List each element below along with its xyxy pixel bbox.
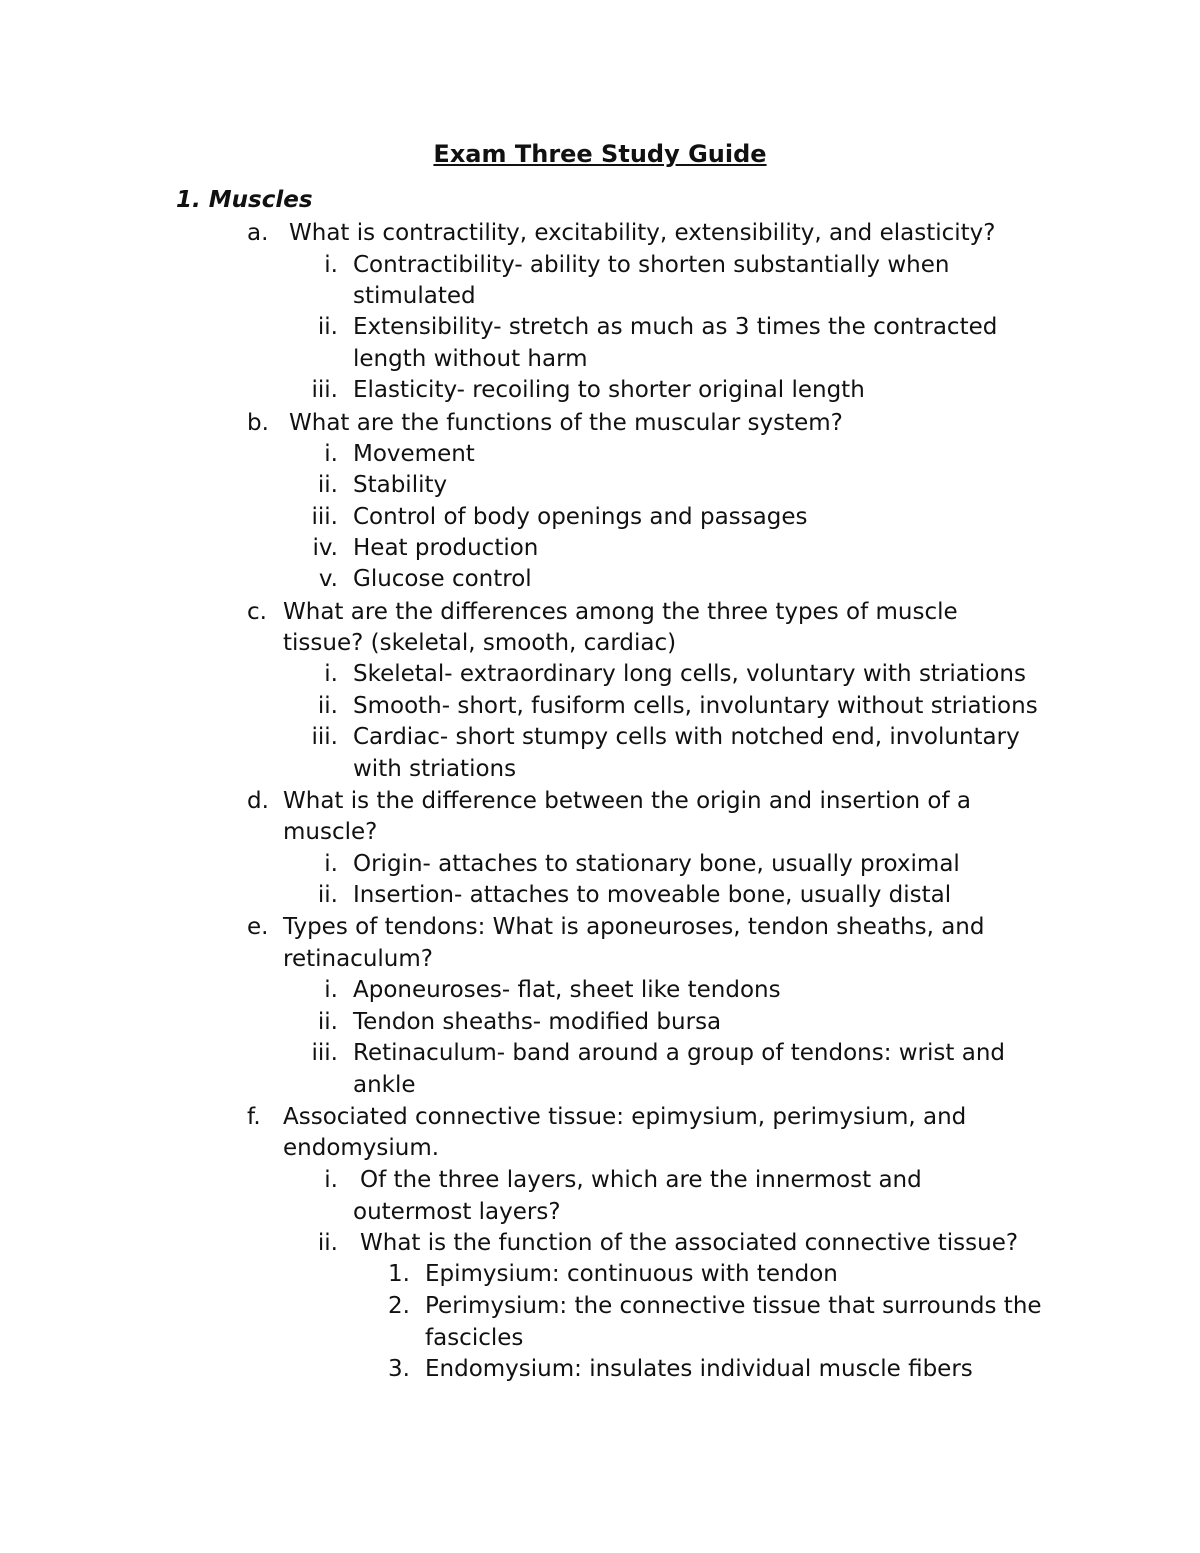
answer-text: length without harm [353,346,588,372]
question-text: What is contractility, excitability, extensibility, and elasticity? [289,220,996,246]
question-text: tissue? (skeletal, smooth, cardiac) [283,630,677,656]
question-text: What is the difference between the origin and insertion of a [283,788,971,814]
list-marker: ii. [317,314,338,340]
list-marker: i. [324,252,338,278]
answer-text: with striations [353,756,517,782]
list-marker: e. [247,914,269,940]
list-marker: i. [324,851,338,877]
answer-text: Cardiac- short stumpy cells with notched end, involuntary [353,724,1020,750]
answer-text: Glucose control [353,566,532,592]
list-marker: i. [324,661,338,687]
question-text: What are the differences among the three types of muscle [283,599,958,625]
list-marker: i. [324,441,338,467]
answer-text: Endomysium: insulates individual muscle fibers [425,1356,973,1382]
list-marker: ii. [317,472,338,498]
answer-text: Tendon sheaths- modified bursa [353,1009,722,1035]
answer-text: Perimysium: the connective tissue that surrounds the [425,1293,1042,1319]
answer-text: Heat production [353,535,539,561]
list-marker: ii. [317,1230,338,1256]
question-text: What are the functions of the muscular system? [289,410,843,436]
answer-text: Of the three layers, which are the innermost and [360,1167,922,1193]
list-marker: c. [247,599,267,625]
answer-text: Movement [353,441,475,467]
answer-text: Contractibility- ability to shorten substantially when [353,252,950,278]
page-title: Exam Three Study Guide [433,140,767,168]
list-marker: ii. [317,693,338,719]
answer-text: Epimysium: continuous with tendon [425,1261,838,1287]
list-marker: iii. [311,377,338,403]
question-text: muscle? [283,819,378,845]
answer-text: Elasticity- recoiling to shorter original length [353,377,865,403]
list-marker: v. [318,566,338,592]
list-marker: 3. [388,1356,410,1382]
list-marker: iii. [311,1040,338,1066]
question-text: Types of tendons: What is aponeuroses, tendon sheaths, and [283,914,985,940]
answer-text: fascicles [425,1325,524,1351]
answer-text: ankle [353,1072,416,1098]
answer-text: Skeletal- extraordinary long cells, voluntary with striations [353,661,1026,687]
answer-text: Smooth- short, fusiform cells, involuntary without striations [353,693,1038,719]
list-marker: i. [324,1167,338,1193]
list-marker: f. [247,1104,261,1130]
list-marker: 2. [388,1293,410,1319]
section-heading: 1. Muscles [176,187,313,213]
list-marker: ii. [317,882,338,908]
answer-text: Retinaculum- band around a group of tendons: wrist and [353,1040,1006,1066]
list-marker: b. [247,410,269,436]
answer-text: stimulated [353,283,476,309]
answer-text: What is the function of the associated connective tissue? [360,1230,1019,1256]
list-marker: i. [324,977,338,1003]
list-marker: ii. [317,1009,338,1035]
list-marker: iii. [311,724,338,750]
question-text: Associated connective tissue: epimysium, perimysium, and [283,1104,967,1130]
question-text: endomysium. [283,1135,440,1161]
answer-text: Origin- attaches to stationary bone, usually proximal [353,851,960,877]
list-marker: 1. [388,1261,410,1287]
answer-text: Insertion- attaches to moveable bone, usually distal [353,882,952,908]
list-marker: iii. [311,504,338,530]
list-marker: d. [247,788,269,814]
answer-text: Stability [353,472,448,498]
question-text: retinaculum? [283,946,433,972]
answer-text: Aponeuroses- flat, sheet like tendons [353,977,781,1003]
answer-text: outermost layers? [353,1199,561,1225]
list-marker: a. [247,220,269,246]
list-marker: iv. [312,535,338,561]
answer-text: Extensibility- stretch as much as 3 times the contracted [353,314,998,340]
answer-text: Control of body openings and passages [353,504,808,530]
